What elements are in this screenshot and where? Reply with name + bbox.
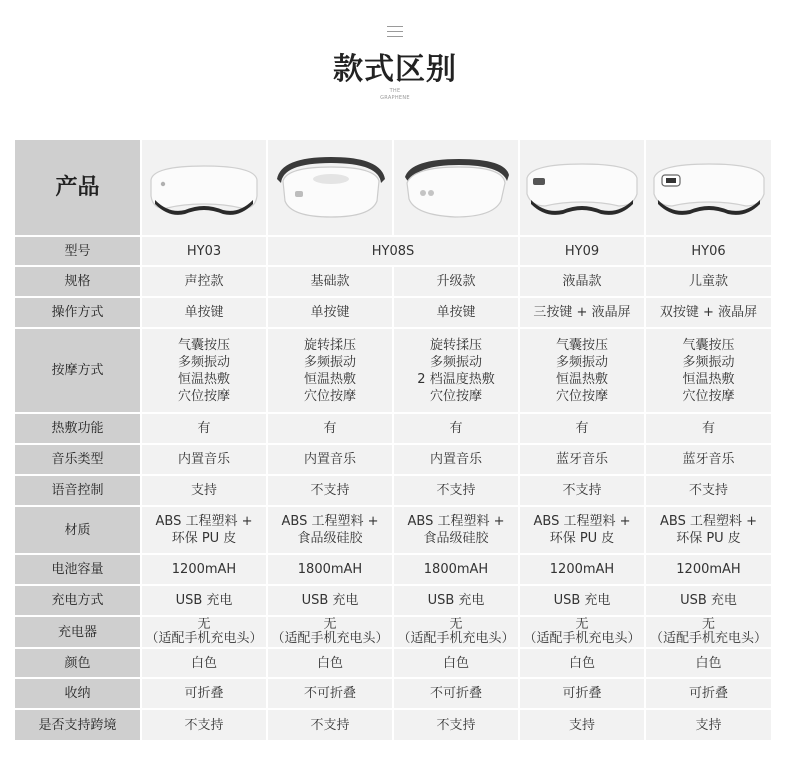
heat-cell: 有 — [267, 413, 393, 444]
table-row-material — [14, 506, 772, 554]
row-label-charger: 充电器 — [14, 616, 141, 648]
voice-cell: 支持 — [141, 475, 267, 506]
row-label-heat: 热敷功能 — [14, 413, 141, 444]
massage-line: 恒温热敷 — [682, 371, 735, 387]
charger-line: 无 — [323, 617, 337, 632]
row-label-operation: 操作方式 — [14, 297, 141, 328]
row-label-model: 型号 — [14, 236, 141, 266]
battery-cell: 1200mAH — [141, 554, 267, 585]
massage-line: 恒温热敷 — [555, 371, 608, 387]
product-image-cell — [519, 139, 645, 236]
model-cell: HY08S — [267, 236, 519, 266]
row-label-crossborder: 是否支持跨境 — [14, 709, 141, 741]
music-cell: 内置音乐 — [267, 444, 393, 475]
table-row-heat — [14, 413, 772, 444]
table-row-voice — [14, 475, 772, 506]
charger-cell — [141, 616, 267, 648]
row-label-storage: 收纳 — [14, 678, 141, 709]
color-cell: 白色 — [141, 648, 267, 678]
crossborder-cell: 支持 — [645, 709, 772, 741]
massage-cell — [645, 328, 772, 413]
music-cell: 内置音乐 — [141, 444, 267, 475]
operation-cell: 双按键 + 液晶屏 — [645, 297, 772, 328]
table-row-model — [14, 236, 772, 266]
eye-massager-hy09-icon — [523, 158, 641, 218]
music-cell: 内置音乐 — [393, 444, 519, 475]
row-label-material: 材质 — [14, 506, 141, 554]
massage-cell — [141, 328, 267, 413]
heat-cell: 有 — [141, 413, 267, 444]
row-label-product: 产品 — [14, 139, 141, 236]
crossborder-cell: 不支持 — [393, 709, 519, 741]
voice-cell: 不支持 — [519, 475, 645, 506]
material-line: 环保 PU 皮 — [549, 531, 615, 546]
material-cell — [645, 506, 772, 554]
material-line: ABS 工程塑料 + — [281, 514, 379, 529]
massage-line: 恒温热敷 — [303, 371, 356, 387]
massage-line: 旋转揉压 — [303, 337, 356, 353]
operation-cell: 三按键 + 液晶屏 — [519, 297, 645, 328]
voice-cell: 不支持 — [393, 475, 519, 506]
material-line: 环保 PU 皮 — [676, 531, 741, 546]
table-row-massage — [14, 328, 772, 413]
color-cell: 白色 — [645, 648, 772, 678]
table-row-spec — [14, 266, 772, 297]
crossborder-cell: 不支持 — [267, 709, 393, 741]
product-image-cell — [267, 139, 393, 236]
model-cell: HY06 — [645, 236, 772, 266]
operation-cell: 单按键 — [267, 297, 393, 328]
row-label-color: 颜色 — [14, 648, 141, 678]
product-image-cell — [393, 139, 519, 236]
massage-line: 气囊按压 — [555, 337, 608, 353]
eye-massager-hy08s-upgrade-icon — [397, 153, 515, 223]
model-cell: HY09 — [519, 236, 645, 266]
charger-line: （适配手机充电头） — [397, 631, 515, 646]
comparison-table — [13, 138, 773, 742]
charger-line: 无 — [575, 617, 589, 632]
eye-massager-hy08s-basic-icon — [271, 153, 389, 223]
massage-line: 多频振动 — [682, 354, 735, 370]
battery-cell: 1200mAH — [519, 554, 645, 585]
material-cell — [267, 506, 393, 554]
battery-cell: 1800mAH — [393, 554, 519, 585]
row-label-massage: 按摩方式 — [14, 328, 141, 413]
table-row-charging — [14, 585, 772, 616]
charger-cell — [645, 616, 772, 648]
heat-cell: 有 — [519, 413, 645, 444]
subtitle-line: GRAPHENE — [380, 95, 410, 101]
charging-cell: USB 充电 — [141, 585, 267, 616]
operation-cell: 单按键 — [141, 297, 267, 328]
massage-line: 旋转揉压 — [429, 337, 482, 353]
table-row-crossborder — [14, 709, 772, 741]
charging-cell: USB 充电 — [645, 585, 772, 616]
page-subtitle — [0, 88, 790, 102]
charger-line: 无 — [701, 617, 715, 632]
charger-line: （适配手机充电头） — [523, 631, 641, 646]
table-row-operation — [14, 297, 772, 328]
voice-cell: 不支持 — [645, 475, 772, 506]
spec-cell: 儿童款 — [645, 266, 772, 297]
row-label-charging: 充电方式 — [14, 585, 141, 616]
massage-line: 多频振动 — [429, 354, 482, 370]
model-cell: HY03 — [141, 236, 267, 266]
massage-cell — [393, 328, 519, 413]
material-line: 食品级硅胶 — [423, 531, 489, 546]
menu-icon — [387, 26, 403, 38]
material-cell — [141, 506, 267, 554]
operation-cell: 单按键 — [393, 297, 519, 328]
massage-line: 气囊按压 — [177, 337, 230, 353]
color-cell: 白色 — [267, 648, 393, 678]
material-line: ABS 工程塑料 + — [155, 514, 253, 529]
crossborder-cell: 不支持 — [141, 709, 267, 741]
music-cell: 蓝牙音乐 — [645, 444, 772, 475]
storage-cell: 不可折叠 — [393, 678, 519, 709]
spec-cell: 液晶款 — [519, 266, 645, 297]
massage-line: 穴位按摩 — [303, 388, 356, 404]
massage-cell — [519, 328, 645, 413]
charging-cell: USB 充电 — [393, 585, 519, 616]
table-row-music — [14, 444, 772, 475]
massage-line: 2 档温度热敷 — [417, 371, 495, 387]
spec-cell: 升级款 — [393, 266, 519, 297]
color-cell: 白色 — [519, 648, 645, 678]
massage-line: 多频振动 — [555, 354, 608, 370]
page-title: 款式区别 — [333, 52, 457, 87]
massage-line: 气囊按压 — [682, 337, 735, 353]
storage-cell: 可折叠 — [141, 678, 267, 709]
row-label-battery: 电池容量 — [14, 554, 141, 585]
material-cell — [519, 506, 645, 554]
row-label-spec: 规格 — [14, 266, 141, 297]
storage-cell: 可折叠 — [645, 678, 772, 709]
charger-line: （适配手机充电头） — [271, 631, 389, 646]
material-line: ABS 工程塑料 + — [407, 514, 505, 529]
storage-cell: 不可折叠 — [267, 678, 393, 709]
color-cell: 白色 — [393, 648, 519, 678]
table-row-product — [14, 139, 772, 236]
product-image-cell — [141, 139, 267, 236]
product-image-cell — [645, 139, 772, 236]
massage-cell — [267, 328, 393, 413]
massage-line: 穴位按摩 — [177, 388, 230, 404]
massage-line: 穴位按摩 — [555, 388, 608, 404]
charger-line: 无 — [197, 617, 211, 632]
subtitle-line: THE — [389, 88, 401, 94]
battery-cell: 1800mAH — [267, 554, 393, 585]
row-label-music: 音乐类型 — [14, 444, 141, 475]
eye-massager-hy03-icon — [145, 158, 263, 218]
heat-cell: 有 — [645, 413, 772, 444]
charger-cell — [393, 616, 519, 648]
crossborder-cell: 支持 — [519, 709, 645, 741]
row-label-voice: 语音控制 — [14, 475, 141, 506]
storage-cell: 可折叠 — [519, 678, 645, 709]
massage-line: 穴位按摩 — [429, 388, 482, 404]
table-row-charger — [14, 616, 772, 648]
spec-cell: 基础款 — [267, 266, 393, 297]
charging-cell: USB 充电 — [519, 585, 645, 616]
charger-line: （适配手机充电头） — [649, 631, 767, 646]
eye-massager-hy06-icon — [650, 158, 768, 218]
massage-line: 多频振动 — [177, 354, 230, 370]
voice-cell: 不支持 — [267, 475, 393, 506]
charger-line: 无 — [449, 617, 463, 632]
charging-cell: USB 充电 — [267, 585, 393, 616]
massage-line: 穴位按摩 — [682, 388, 735, 404]
table-row-battery — [14, 554, 772, 585]
material-line: 环保 PU 皮 — [171, 531, 237, 546]
massage-line: 多频振动 — [303, 354, 356, 370]
material-line: ABS 工程塑料 + — [533, 514, 631, 529]
battery-cell: 1200mAH — [645, 554, 772, 585]
table-row-color — [14, 648, 772, 678]
music-cell: 蓝牙音乐 — [519, 444, 645, 475]
charger-cell — [267, 616, 393, 648]
massage-line: 恒温热敷 — [177, 371, 230, 387]
material-line: 食品级硅胶 — [297, 531, 363, 546]
charger-cell — [519, 616, 645, 648]
table-row-storage — [14, 678, 772, 709]
spec-cell: 声控款 — [141, 266, 267, 297]
material-cell — [393, 506, 519, 554]
heat-cell: 有 — [393, 413, 519, 444]
material-line: ABS 工程塑料 + — [660, 514, 757, 529]
charger-line: （适配手机充电头） — [145, 631, 263, 646]
